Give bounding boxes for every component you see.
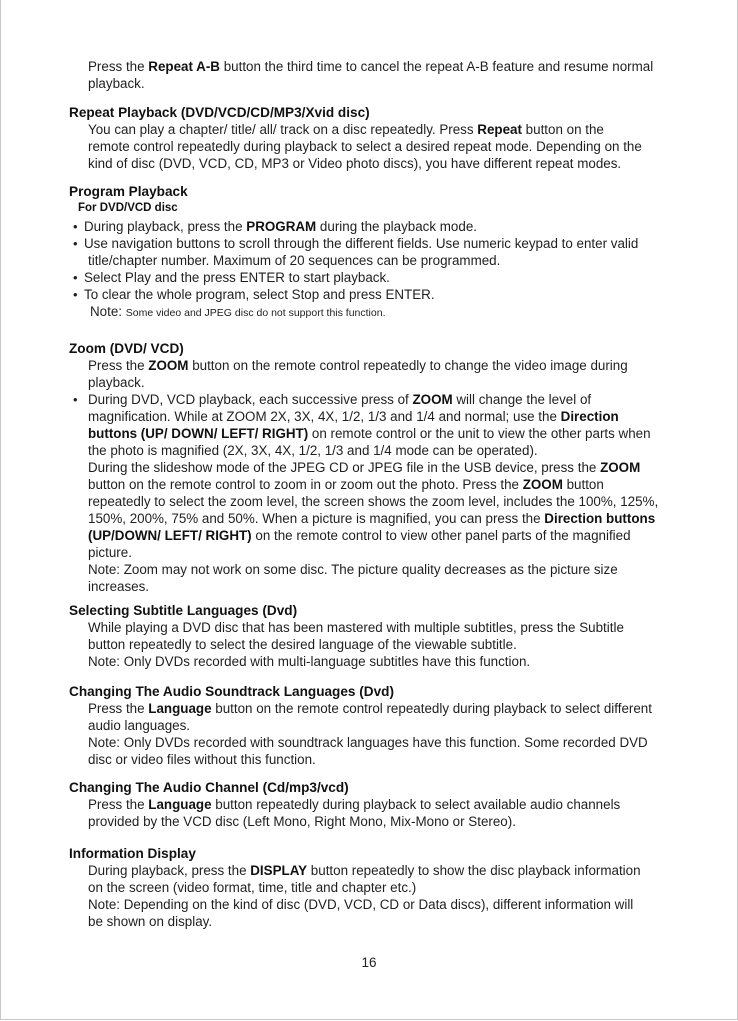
- repeat-line-1: You can play a chapter/ title/ all/ track on a disc repeatedly. Press Repeat button on the: [88, 122, 604, 137]
- info-note-2: be shown on display.: [88, 914, 213, 929]
- info-note-1: Note: Depending on the kind of disc (DVD, VCD, CD or Data discs), different information will: [88, 897, 634, 912]
- repeat-line-2: remote control repeatedly during playback to select a desired repeat mode. Depending on the: [88, 139, 642, 154]
- subtitle-note: Note: Only DVDs recorded with multi-language subtitles have this function.: [88, 654, 531, 669]
- zoom-note-line-1: Note: Zoom may not work on some disc. The picture quality decreases as the picture size: [88, 562, 618, 577]
- zoom-line-5: buttons (UP/ DOWN/ LEFT/ RIGHT) on remote control or the unit to view the other parts when: [88, 426, 651, 441]
- program-heading: Program Playback: [69, 184, 188, 199]
- zoom-line-12: picture.: [88, 545, 132, 560]
- program-item-3: Select Play and the press ENTER to start playback.: [84, 270, 390, 285]
- audio-lang-note-2: disc or video files without this function.: [88, 752, 316, 767]
- program-bullet-2: •: [73, 236, 78, 251]
- intro-line-2: playback.: [88, 76, 145, 91]
- repeat-line-3: kind of disc (DVD, VCD, CD, MP3 or Video photo discs), you have different repeat modes.: [88, 156, 622, 171]
- subtitle-line-2: button repeatedly to select the desired language of the viewable subtitle.: [88, 637, 517, 652]
- program-item-1: During playback, press the PROGRAM during the playback mode.: [84, 219, 477, 234]
- audio-lang-note-1: Note: Only DVDs recorded with soundtrack languages have this function. Some recorded DVD: [88, 735, 648, 750]
- zoom-line-4: magnification. While at ZOOM 2X, 3X, 4X, 1/2, 1/3 and 1/4 and normal; use the Direction: [88, 409, 619, 424]
- page-number: 16: [361, 955, 377, 970]
- intro-line-1: Press the Repeat A-B button the third time to cancel the repeat A-B feature and resume normal: [88, 59, 654, 74]
- program-item-2-cont: title/chapter number. Maximum of 20 sequences can be programmed.: [88, 253, 501, 268]
- info-heading: Information Display: [69, 846, 196, 861]
- program-bullet-4: •: [73, 287, 78, 302]
- repeat-heading: Repeat Playback (DVD/VCD/CD/MP3/Xvid disc): [69, 105, 370, 120]
- program-bullet-1: •: [73, 219, 78, 234]
- zoom-note-line-2: increases.: [88, 579, 150, 594]
- audio-lang-line-2: audio languages.: [88, 718, 191, 733]
- info-line-2: on the screen (video format, time, title and chapter etc.): [88, 880, 417, 895]
- audio-lang-line-1: Press the Language button on the remote control repeatedly during playback to select different: [88, 701, 652, 716]
- zoom-line-8: button on the remote control to zoom in or zoom out the photo. Press the ZOOM button: [88, 477, 604, 492]
- audio-lang-heading: Changing The Audio Soundtrack Languages (Dvd): [69, 684, 394, 699]
- program-bullet-3: •: [73, 270, 78, 285]
- audio-channel-line-2: provided by the VCD disc (Left Mono, Right Mono, Mix-Mono or Stereo).: [88, 814, 516, 829]
- zoom-line-7: During the slideshow mode of the JPEG CD or JPEG file in the USB device, press the ZOOM: [88, 460, 641, 475]
- audio-channel-heading: Changing The Audio Channel (Cd/mp3/vcd): [69, 780, 349, 795]
- zoom-line-9: repeatedly to select the zoom level, the screen shows the zoom level, includes the 100%, 125%,: [88, 494, 659, 509]
- program-subheading: For DVD/VCD disc: [78, 202, 178, 214]
- zoom-line-1: Press the ZOOM button on the remote control repeatedly to change the video image during: [88, 358, 628, 373]
- zoom-heading: Zoom (DVD/ VCD): [69, 341, 184, 356]
- program-item-2: Use navigation buttons to scroll through the different fields. Use numeric keypad to enter valid: [84, 236, 639, 251]
- zoom-line-10: 150%, 200%, 75% and 50%. When a picture is magnified, you can press the Direction buttons: [88, 511, 656, 526]
- audio-channel-line-1: Press the Language button repeatedly during playback to select available audio channels: [88, 797, 621, 812]
- zoom-bullet: •: [73, 392, 78, 407]
- program-item-4: To clear the whole program, select Stop and press ENTER.: [84, 287, 435, 302]
- program-note: Note: Some video and JPEG disc do not support this function.: [90, 304, 386, 319]
- zoom-line-11: (UP/DOWN/ LEFT/ RIGHT) on the remote control to view other panel parts of the magnified: [88, 528, 631, 543]
- subtitle-heading: Selecting Subtitle Languages (Dvd): [69, 603, 298, 618]
- zoom-line-6: the photo is magnified (2X, 3X, 4X, 1/2, 1/3 and 1/4 mode can be operated).: [88, 443, 538, 458]
- subtitle-line-1: While playing a DVD disc that has been mastered with multiple subtitles, press the Subtitle: [88, 620, 624, 635]
- info-line-1: During playback, press the DISPLAY button repeatedly to show the disc playback information: [88, 863, 641, 878]
- zoom-line-2: playback.: [88, 375, 145, 390]
- zoom-line-3: During DVD, VCD playback, each successive press of ZOOM will change the level of: [88, 392, 592, 407]
